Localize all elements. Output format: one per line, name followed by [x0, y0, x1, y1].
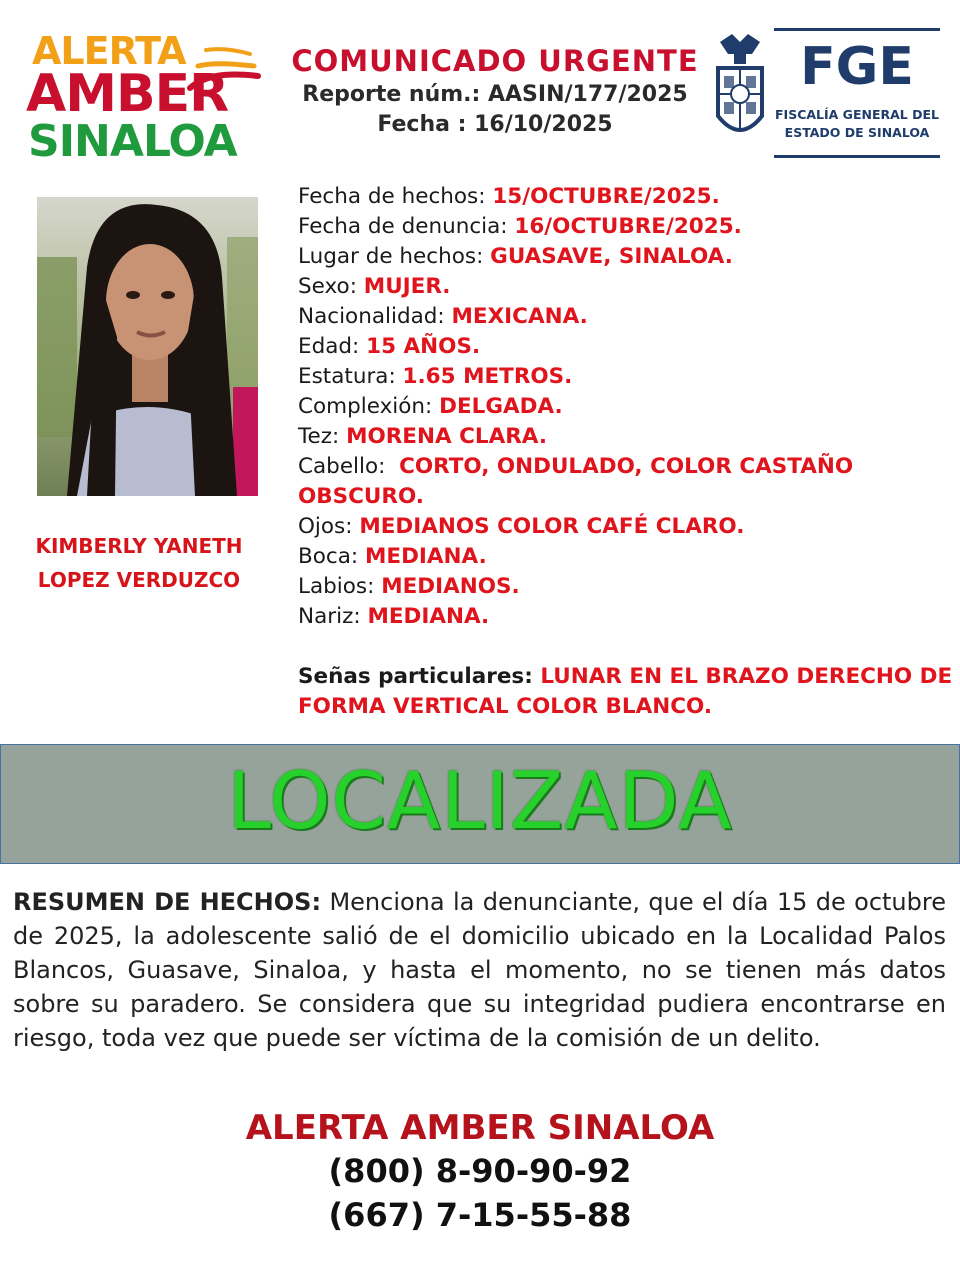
missing-person-photo — [37, 197, 258, 496]
detail-value: MEDIANA. — [367, 604, 490, 629]
summary-label: RESUMEN DE HECHOS: — [13, 888, 322, 916]
detail-row-lugar — [298, 242, 958, 272]
person-details-list — [298, 182, 958, 722]
detail-label: Nariz: — [298, 604, 368, 629]
detail-label: Boca: — [298, 544, 365, 569]
detail-row-edad — [298, 332, 958, 362]
detail-value: MUJER. — [363, 274, 451, 299]
detail-value: 15 AÑOS. — [366, 334, 481, 359]
detail-value: MEDIANA. — [364, 544, 487, 569]
detail-label: Nacionalidad: — [298, 304, 452, 329]
detail-label: Fecha de denuncia: — [298, 214, 515, 239]
swoosh-icon — [184, 36, 264, 96]
detail-row-sexo — [298, 272, 958, 302]
detail-value: MORENA CLARA. — [346, 424, 547, 449]
detail-row-cabello — [298, 452, 888, 512]
detail-row-boca — [298, 542, 958, 572]
summary-text: Menciona la denunciante, que el día 15 de octubre de 2025, la adolescente salió de el domicilio ubicado en la Localidad Palos Blancos, Guasave, Sinaloa, y hasta el momento, no se tienen más datos sobre su paradero. Se considera que su integridad pudiera encontrarse en riesgo, toda vez que puede ser víctima de la comisión de un delito. — [13, 888, 946, 1052]
detail-row-labios — [298, 572, 958, 602]
case-summary — [13, 885, 946, 1055]
detail-label: Sexo: — [298, 274, 364, 299]
agency-name-line1: FISCALÍA GENERAL DEL — [775, 107, 939, 122]
person-name-line2: LOPEZ VERDUZCO — [37, 568, 241, 592]
distinguishing-marks-label: Señas particulares: — [298, 664, 541, 689]
detail-row-complexion — [298, 392, 958, 422]
bulletin-title: COMUNICADO URGENTE — [291, 44, 699, 78]
detail-row-nacionalidad — [298, 302, 958, 332]
fge-agency-logo — [774, 28, 940, 158]
logo-word-amber: AMBER — [26, 64, 229, 124]
agency-name-line2: ESTADO DE SINALOA — [784, 125, 930, 140]
bulletin-date: Fecha : 16/10/2025 — [377, 112, 613, 137]
detail-label: Fecha de hechos: — [298, 184, 493, 209]
detail-label: Lugar de hechos: — [298, 244, 491, 269]
detail-row-fecha-hechos — [298, 182, 958, 212]
logo-word-alerta: ALERTA — [32, 29, 186, 73]
detail-value: MEXICANA. — [451, 304, 588, 329]
distinguishing-marks-value: LUNAR EN EL BRAZO DERECHO DE FORMA VERTICAL COLOR BLANCO. — [298, 664, 953, 719]
status-text: LOCALIZADA — [227, 757, 733, 847]
alerta-amber-logo — [24, 30, 264, 165]
detail-label: Estatura: — [298, 364, 403, 389]
detail-row-ojos — [298, 512, 958, 542]
detail-label: Cabello: — [298, 454, 400, 479]
detail-value: DELGADA. — [439, 394, 563, 419]
logo-word-sinaloa: SINALOA — [28, 116, 237, 167]
detail-value: 15/OCTUBRE/2025. — [492, 184, 720, 209]
footer-title: ALERTA AMBER SINALOA — [245, 1108, 715, 1148]
detail-value: 1.65 METROS. — [402, 364, 573, 389]
detail-value: CORTO, ONDULADO, COLOR CASTAÑO OBSCURO. — [298, 454, 854, 509]
detail-value: MEDIANOS COLOR CAFÉ CLARO. — [359, 514, 745, 539]
detail-label: Edad: — [298, 334, 367, 359]
detail-row-tez — [298, 422, 958, 452]
detail-label: Complexión: — [298, 394, 440, 419]
phone-number-2: (667) 7-15-55-88 — [328, 1196, 632, 1234]
phone-number-1: (800) 8-90-90-92 — [328, 1152, 632, 1190]
agency-acronym: FGE — [800, 37, 914, 97]
detail-row-fecha-denuncia — [298, 212, 958, 242]
detail-value: 16/OCTUBRE/2025. — [514, 214, 742, 239]
detail-row-estatura — [298, 362, 958, 392]
report-number: Reporte núm.: AASIN/177/2025 — [302, 82, 688, 107]
state-coat-of-arms-icon — [712, 32, 768, 150]
detail-value: MEDIANOS. — [381, 574, 520, 599]
person-name-line1: KIMBERLY YANETH — [35, 534, 243, 558]
detail-row-nariz — [298, 602, 958, 632]
status-banner — [0, 744, 960, 864]
detail-label: Ojos: — [298, 514, 360, 539]
detail-label: Labios: — [298, 574, 382, 599]
detail-label: Tez: — [298, 424, 347, 449]
distinguishing-marks — [298, 662, 958, 722]
detail-value: GUASAVE, SINALOA. — [490, 244, 733, 269]
